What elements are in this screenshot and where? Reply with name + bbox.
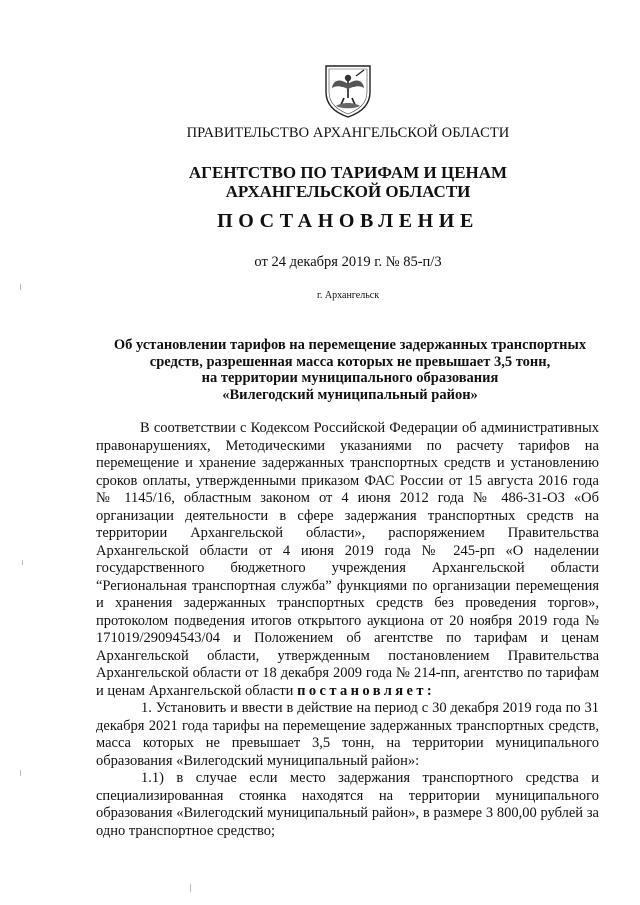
agency-name-line1: АГЕНТСТВО ПО ТАРИФАМ И ЦЕНАМ [188, 163, 508, 182]
preamble-paragraph [96, 420, 599, 700]
clause-1-paragraph: 1. Установить и ввести в действие на период с 30 декабря 2019 года по 31 декабря 2021 года тарифы на перемещение задержанных транспортных средств, масса которых не превышает 3,5 тонн, на территории муниципального образования «Вилегодский муниципальный район»: [96, 700, 599, 769]
agency-name-line2: АРХАНГЕЛЬСКОЙ ОБЛАСТИ [225, 182, 471, 201]
subject-line: на территории муниципального образования [201, 370, 499, 386]
subject-line: «Вилегодский муниципальный район» [222, 386, 478, 403]
document-date-number: от 24 декабря 2019 г. № 85-п/3 [254, 254, 442, 270]
document-type-title: ПОСТАНОВЛЕНИЕ [217, 210, 479, 232]
subject-line: средств, разрешенная масса которых не превышает 3,5 тонн, [149, 353, 551, 370]
scan-margin-mark [20, 770, 21, 776]
subject-line: Об установлении тарифов на перемещение задержанных транспортных [113, 337, 587, 353]
scan-margin-mark [190, 884, 191, 892]
clause-1-1-paragraph: 1.1) в случае если место задержания транспортного средства и специализированная стоянка находятся на территории муниципального образования «Вилегодский муниципальный район», в размере 3 800,00 рублей за одно транспортное средство; [96, 770, 599, 839]
government-name: ПРАВИТЕЛЬСТВО АРХАНГЕЛЬСКОЙ ОБЛАСТИ [186, 125, 510, 141]
document-body [96, 420, 599, 840]
coat-of-arms-emblem [318, 62, 378, 118]
agency-name [0, 163, 640, 201]
scan-margin-mark [20, 284, 21, 290]
document-city: г. Архангельск [316, 290, 380, 301]
scan-margin-mark [22, 560, 23, 565]
preamble-text: В соответствии с Кодексом Российской Федерации об административных правонарушениях, Методическими указаниями по расчету тарифов на перемещение и хранение задержанных транспортных средств и установлению сроков оплаты, утвержденными приказом ФАС России от 15 августа 2016 года № 1145/16, областным законом от 4 июня 2012 года № 486-31-ОЗ «Об организации деятельности в сфере задержания транспортных средств на территории Архангельской области», распоряжением Правительства Архангельской области от 4 июня 2019 года № 245-рп «О наделении государственного бюджетного учреждения Архангельской области “Региональная транспортная служба” функциями по организации перемещения и хранения задержанных транспортных средств без проведения торгов», протоколом подведения итогов открытого аукциона от 20 ноября 2019 года № 171019/29094543/04 и Положением об агентстве по тарифам и ценам Архангельской области, утвержденным постановлением Правительства Архангельской области от 18 декабря 2009 года № 214-пп, агентство по тарифам и ценам Архангельской области [96, 420, 599, 699]
resolves-word: постановляет: [297, 682, 436, 699]
document-subject [100, 337, 600, 403]
